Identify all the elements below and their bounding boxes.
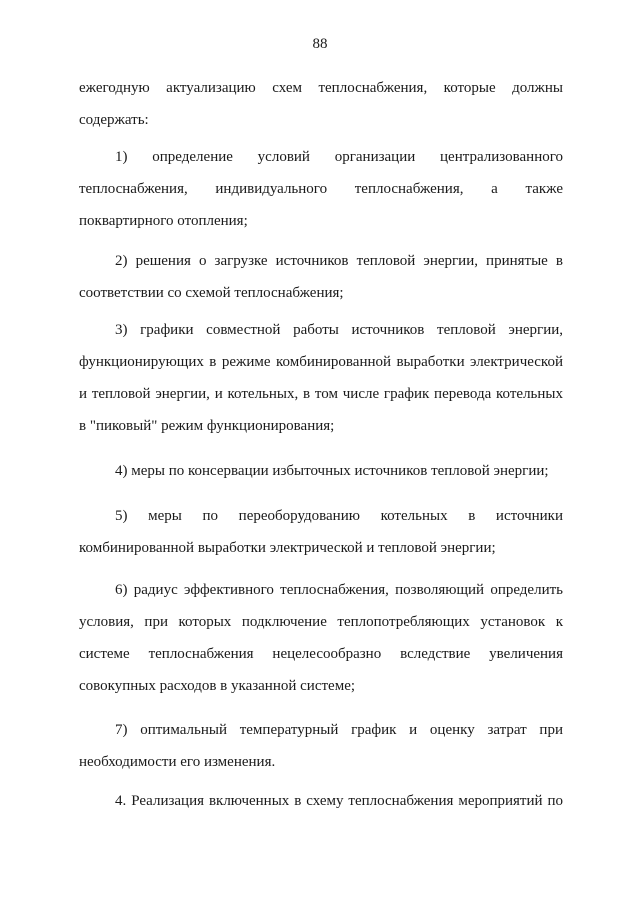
text-line: поквартирного отопления; [79,213,248,229]
text-line: 5) меры по переоборудованию котельных в источники [115,508,563,524]
page-number: 88 [312,36,328,52]
text-line: необходимости его изменения. [79,754,276,770]
paragraph-intro [79,72,563,136]
paragraph-item-7 [79,714,563,778]
text-line: ежегодную актуализацию схем теплоснабжения, которые должны [79,80,563,96]
text-line: в "пиковый" режим функционирования; [79,418,335,434]
paragraph-item-6 [79,574,563,702]
text-line: совокупных расходов в указанной системе; [79,678,356,694]
text-line: теплоснабжения, индивидуального теплоснабжения, а также [79,181,563,197]
text-line: 4) меры по консервации избыточных источников тепловой энергии; [115,463,549,479]
text-line: и тепловой энергии, и котельных, в том числе график перевода котельных [79,386,563,402]
text-line: 4. Реализация включенных в схему теплоснабжения мероприятий по [115,793,563,809]
text-line: 2) решения о загрузке источников тепловой энергии, принятые в [115,253,563,269]
text-line: условия, при которых подключение теплопотребляющих установок к [79,614,563,630]
paragraph-item-3 [79,314,563,442]
text-line: комбинированной выработки электрической и тепловой энергии; [79,540,496,556]
paragraph-item-2 [79,245,563,309]
paragraph-item-5 [79,500,563,564]
paragraph-section-4 [79,785,563,817]
text-line: 7) оптимальный температурный график и оценку затрат при [115,722,563,738]
paragraph-item-4 [79,455,563,487]
text-line: функционирующих в режиме комбинированной выработки электрической [79,354,563,370]
text-line: 1) определение условий организации централизованного [115,149,563,165]
text-line: 3) графики совместной работы источников тепловой энергии, [115,322,563,338]
text-line: соответствии со схемой теплоснабжения; [79,285,344,301]
paragraph-item-1 [79,141,563,237]
text-line: системе теплоснабжения нецелесообразно вследствие увеличения [79,646,563,662]
text-line: 6) радиус эффективного теплоснабжения, позволяющий определить [115,582,563,598]
text-line: содержать: [79,112,149,128]
